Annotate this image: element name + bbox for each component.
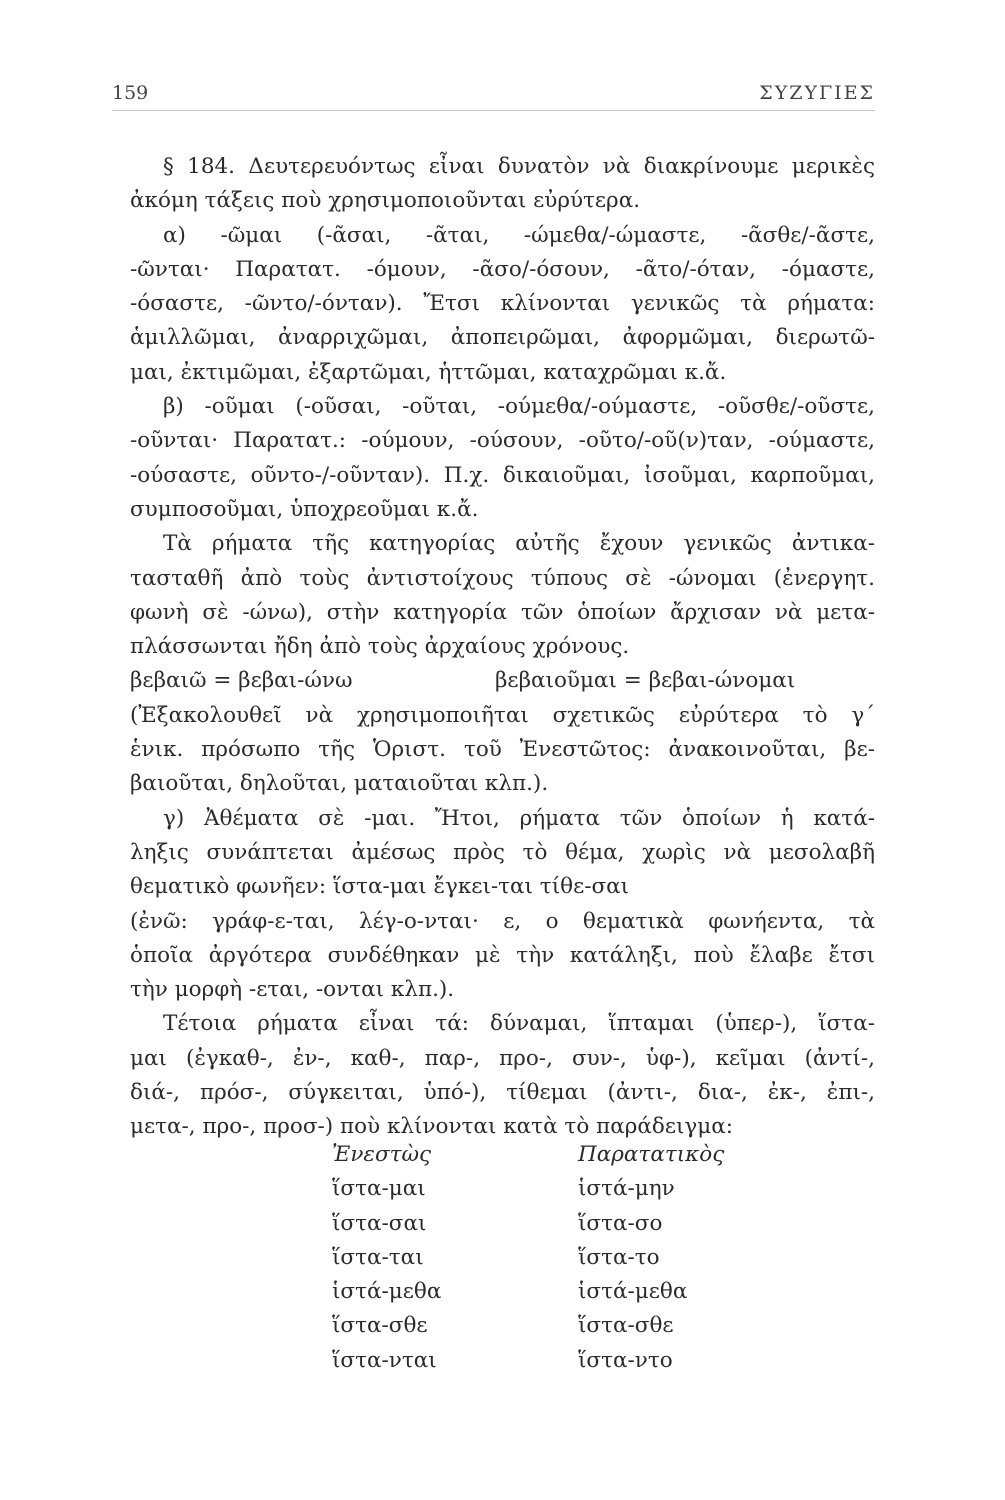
text-line: -οῦνται· Παρατατ.: -ούμουν, -ούσουν, -οῦτο/-οῦ(ν)ταν, -ούμαστε, — [130, 428, 875, 454]
text-line: θεματικὸ φωνῆεν: ἵστα-μαι ἔγκει-ται τίθε-σαι — [130, 874, 630, 900]
present-form: ἵστα-σαι — [332, 1210, 427, 1236]
imperfect-form: ἱστά-μην — [578, 1176, 675, 1202]
imperfect-form: ἵστα-ντο — [578, 1347, 673, 1373]
table-row — [0, 1344, 1005, 1378]
text-line: πλάσσωνται ἤδη ἀπὸ τοὺς ἀρχαίους χρόνους. — [130, 634, 630, 660]
conjugation-table — [0, 1138, 1005, 1378]
text-line: ὁποῖα ἀργότερα συνδέθηκαν μὲ τὴν κατάληξι, ποὺ ἔλαβε ἔτσι — [130, 942, 875, 968]
imperfect-form: ἵστα-σθε — [578, 1313, 674, 1339]
table-row — [0, 1172, 1005, 1206]
text-line: συμποσοῦμαι, ὑποχρεοῦμαι κ.ἄ. — [130, 496, 479, 522]
text-line: μαι, ἐκτιμῶμαι, ἐξαρτῶμαι, ἡττῶμαι, καταχρῶμαι κ.ἄ. — [130, 359, 727, 385]
text-line: ληξις συνάπτεται ἀμέσως πρὸς τὸ θέμα, χωρὶς νὰ μεσολαβῆ — [130, 839, 875, 865]
page-number: 159 — [112, 82, 149, 104]
column-header-present: Ἐνεστὼς — [332, 1142, 432, 1167]
text-line: (Ἐξακολουθεῖ νὰ χρησιμοποιῆται σχετικῶς εὐρύτερα τὸ γ΄ — [130, 702, 875, 728]
imperfect-form: ἵστα-σο — [578, 1210, 663, 1236]
text-line: γ) Ἀθέματα σὲ -μαι. Ἤτοι, ρήματα τῶν ὁποίων ἡ κατά- — [163, 805, 875, 831]
text-line: τασταθῆ ἀπὸ τοὺς ἀντιστοίχους τύπους σὲ -ώνομαι (ἐνεργητ. — [130, 565, 875, 591]
imperfect-form: ἱστά-μεθα — [578, 1279, 688, 1305]
text-line: ἑνικ. πρόσωπο τῆς Ὁριστ. τοῦ Ἐνεστῶτος: ἀνακοινοῦται, βε- — [130, 737, 875, 763]
text-line: (ἐνῶ: γράφ-ε-ται, λέγ-ο-νται· ε, ο θεματικὰ φωνήεντα, τὰ — [130, 908, 875, 934]
column-header-imperfect: Παρατατικὸς — [578, 1142, 725, 1167]
equation-right: βεβαιοῦμαι = βεβαι-ώνομαι — [495, 668, 796, 694]
page-header — [112, 78, 875, 111]
present-form: ἵστα-μαι — [332, 1176, 426, 1202]
text-line: μαι (ἐγκαθ-, ἐν-, καθ-, παρ-, προ-, συν-, ὑφ-), κεῖμαι (ἀντί-, — [130, 1045, 875, 1071]
text-line: μετα-, προ-, προσ-) ποὺ κλίνονται κατὰ τὸ παράδειγμα: — [130, 1114, 733, 1140]
text-line: β) -οῦμαι (-οῦσαι, -οῦται, -ούμεθα/-ούμαστε, -οῦσθε/-οῦστε, — [163, 394, 875, 420]
text-line: -ούσαστε, οῦντο-/-οῦνταν). Π.χ. δικαιοῦμαι, ἰσοῦμαι, καρποῦμαι, — [130, 462, 875, 488]
text-line: -όσαστε, -ῶντο/-όνταν). Ἔτσι κλίνονται γενικῶς τὰ ρήματα: — [130, 291, 875, 317]
table-row — [0, 1241, 1005, 1275]
running-title: ΣΥΖΥΓΙΕΣ — [759, 82, 875, 104]
present-form: ἱστά-μεθα — [332, 1279, 442, 1305]
text-line: § 184. Δευτερευόντως εἶναι δυνατὸν νὰ διακρίνουμε μερικὲς — [163, 154, 875, 179]
text-line: ἀκόμη τάξεις ποὺ χρησιμοποιοῦνται εὐρύτερα. — [130, 188, 641, 214]
body-text — [130, 150, 875, 1145]
text-line: τὴν μορφὴ -εται, -ονται κλπ.). — [130, 977, 455, 1003]
equation-row — [130, 664, 875, 698]
text-line: Τὰ ρήματα τῆς κατηγορίας αὐτῆς ἔχουν γενικῶς ἀντικα- — [163, 531, 875, 557]
text-line: ἁμιλλῶμαι, ἀναρριχῶμαι, ἀποπειρῶμαι, ἀφορμῶμαι, διερωτῶ- — [130, 325, 875, 351]
text-line: διά-, πρόσ-, σύγκειται, ὑπό-), τίθεμαι (ἀντι-, δια-, ἐκ-, ἐπι-, — [130, 1080, 875, 1106]
text-line: -ῶνται· Παρατατ. -όμουν, -ᾶσο/-όσουν, -ᾶτο/-όταν, -όμαστε, — [130, 256, 875, 282]
present-form: ἵστα-νται — [332, 1347, 437, 1373]
imperfect-form: ἵστα-το — [578, 1244, 660, 1270]
present-form: ἵστα-σθε — [332, 1313, 428, 1339]
table-header-row — [0, 1138, 1005, 1172]
present-form: ἵστα-ται — [332, 1244, 424, 1270]
text-line: Τέτοια ρήματα εἶναι τά: δύναμαι, ἵπταμαι (ὑπερ-), ἵστα- — [163, 1011, 875, 1037]
equation-left: βεβαιῶ = βεβαι-ώνω — [130, 668, 353, 694]
text-line: α) -ῶμαι (-ᾶσαι, -ᾶται, -ώμεθα/-ώμαστε, -ᾶσθε/-ᾶστε, — [163, 222, 875, 248]
table-row — [0, 1309, 1005, 1343]
text-line: βαιοῦται, δηλοῦται, ματαιοῦται κλπ.). — [130, 771, 549, 797]
table-row — [0, 1207, 1005, 1241]
text-line: φωνὴ σὲ -ώνω), στὴν κατηγορία τῶν ὁποίων ἄρχισαν νὰ μετα- — [130, 599, 875, 625]
table-row — [0, 1275, 1005, 1309]
